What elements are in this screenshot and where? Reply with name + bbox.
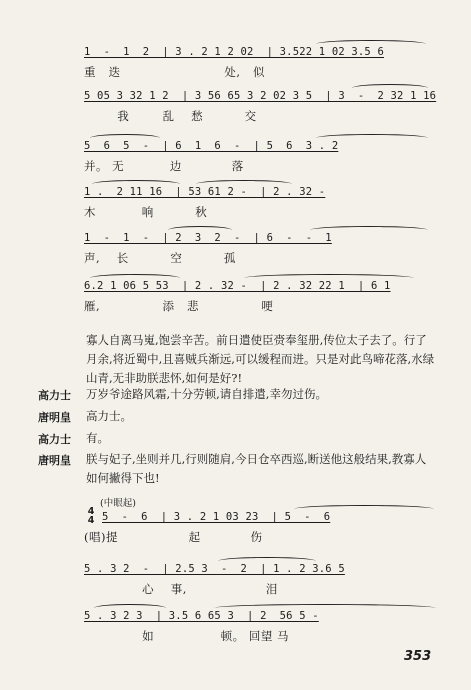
score-line xyxy=(84,604,436,644)
notation: 1 - 1 - | 2 3 2 - | 6 - - 1 xyxy=(84,232,332,244)
lyrics: 如 顿。 回望 马 xyxy=(84,629,289,643)
lyrics: 并。 无 边 落 xyxy=(84,159,244,173)
notation: 5 6 5 - | 6 1 6 - | 5 6 3 . 2 xyxy=(84,140,339,152)
score-line xyxy=(84,274,436,314)
lyrics: 木 响 秋 xyxy=(84,205,208,219)
score-line xyxy=(84,134,436,174)
lyrics: 重 迭 处, 似 xyxy=(84,65,265,79)
notation: 5 - 6 | 3 . 2 1 03 23 | 5 - 6 xyxy=(102,511,331,523)
notation: 6.2 1 06 5 53 | 2 . 32 - | 2 . 32 22 1 | 6 1 xyxy=(84,280,391,292)
speech-text: 高力士。 xyxy=(86,409,132,423)
score-line xyxy=(84,557,436,597)
notation: 1 - 1 2 | 3 . 2 1 2 02 | 3.522 1 02 3.5 6 xyxy=(84,46,384,58)
speech-text: 有。 xyxy=(86,431,109,445)
prose-paragraph: 寡人自离马嵬,饱尝辛苦。前日遣使臣赍奉玺册,传位太子去了。行了月余,将近蜀中,且喜贼兵渐远,可以缓程而进。只是对此鸟啼花落,水绿山青,无非助朕悲怀,如何是好?! xyxy=(86,333,435,385)
speech-text: 朕与妃子,坐则并几,行则随肩,今日仓卒西巡,断送他这般结果,教寡人如何撇得下也! xyxy=(86,452,427,485)
score-line xyxy=(84,226,436,266)
notation: 5 . 3 2 3 | 3.5 6 65 3 | 2 56 5 - xyxy=(84,610,319,622)
lyrics: 雁, 添 悲 哽 xyxy=(84,299,274,313)
speaker-name: 唐明皇 xyxy=(38,411,71,424)
speaker-name: 高力士 xyxy=(38,389,71,402)
speaker-name: 唐明皇 xyxy=(38,454,71,467)
notation: 5 . 3 2 - | 2.5 3 - 2 | 1 . 2 3.6 5 xyxy=(84,563,345,575)
tempo-annotation: (中眼起) xyxy=(100,498,136,509)
score-line xyxy=(84,505,436,545)
lyrics: 心 事, 泪 xyxy=(84,582,278,596)
notation: 1 . 2 11 16 | 53 61 2 - | 2 . 32 - xyxy=(84,186,326,198)
score-line xyxy=(84,40,436,80)
score-line xyxy=(84,180,436,220)
lyrics: 我 乱 愁 交 xyxy=(84,109,257,123)
score-line xyxy=(84,84,436,124)
notation: 5 05 3 32 1 2 | 3 56 65 3 2 02 3 5 | 3 - 2 32 1 16 xyxy=(84,90,437,102)
speaker-name: 高力士 xyxy=(38,433,71,446)
speech-text: 万岁爷途路风霜,十分劳顿,请自排遣,幸勿过伤。 xyxy=(86,387,327,401)
time-signature: 4 4 xyxy=(87,506,95,526)
lyrics: 声, 长 空 孤 xyxy=(84,251,236,265)
page-number: 353 xyxy=(404,649,432,664)
lyrics: (唱)提 起 伤 xyxy=(84,530,263,544)
